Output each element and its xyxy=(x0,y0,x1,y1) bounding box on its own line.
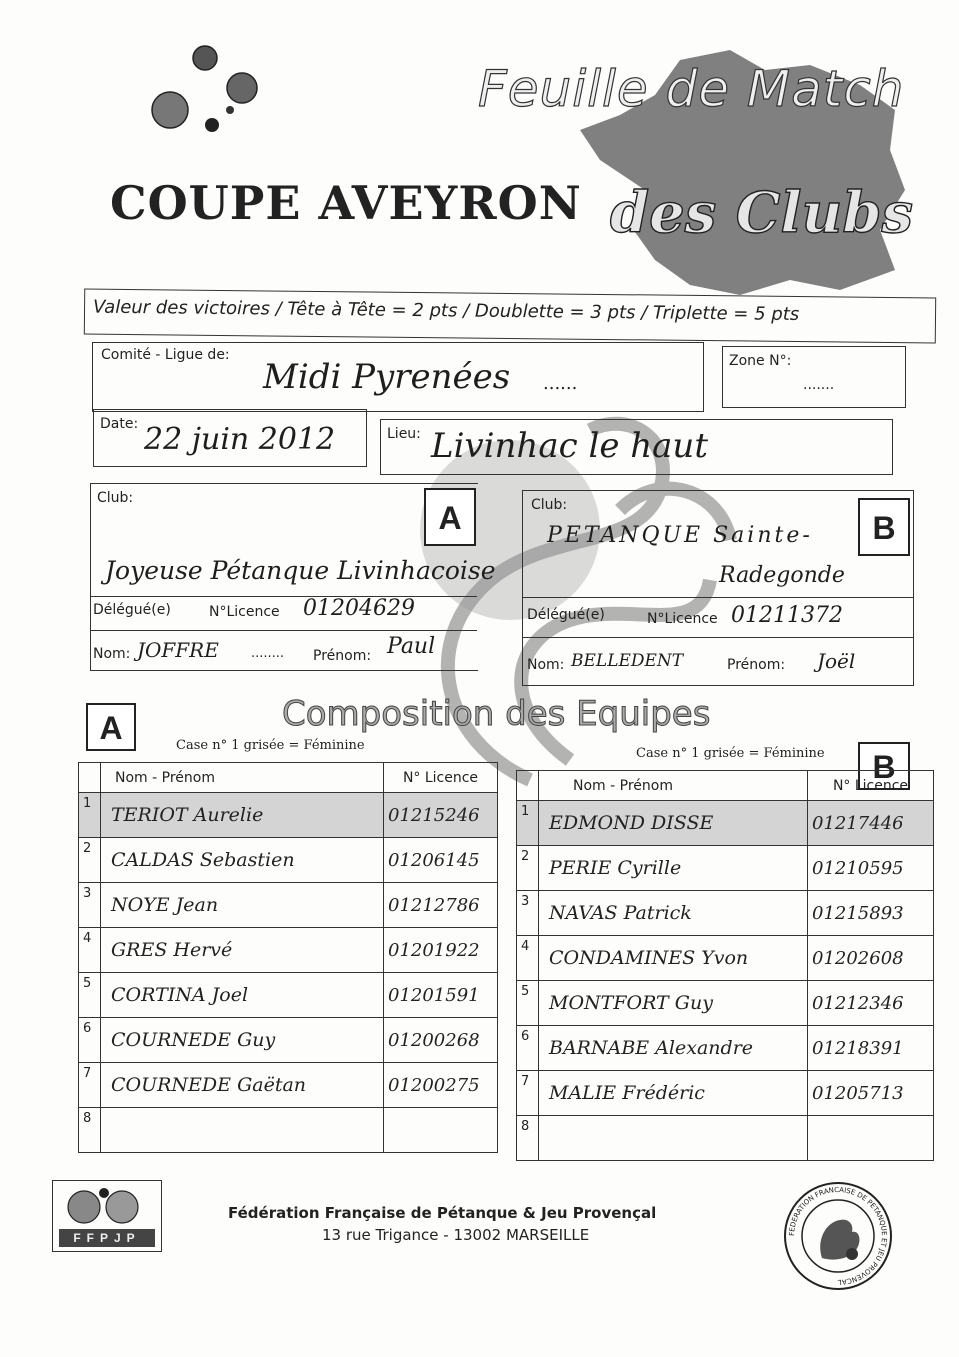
club-b-name-1[interactable]: PETANQUE Sainte- xyxy=(547,523,813,548)
player-licence[interactable]: 01200268 xyxy=(384,1018,498,1063)
ffpjp-logo-text: FFPJP xyxy=(59,1229,155,1247)
team-a-caption: Case n° 1 grisée = Féminine xyxy=(176,738,365,753)
table-row xyxy=(79,793,498,838)
comite-box xyxy=(92,342,704,412)
club-a-delegate-label: Délégué(e) xyxy=(93,602,171,618)
team-a-table xyxy=(78,762,498,1153)
table-row xyxy=(79,973,498,1018)
team-b-letter: B xyxy=(858,742,910,790)
player-number: 6 xyxy=(79,1018,101,1063)
player-licence[interactable]: 01205713 xyxy=(808,1071,934,1116)
player-name[interactable]: COURNEDE Guy xyxy=(101,1018,384,1063)
composition-title: Composition des Equipes xyxy=(282,694,711,734)
table-row xyxy=(517,891,934,936)
team-b-caption: Case n° 1 grisée = Féminine xyxy=(636,746,825,761)
player-number: 6 xyxy=(517,1026,539,1071)
lieu-label: Lieu: xyxy=(387,426,421,442)
club-b-nom-label: Nom: xyxy=(527,657,565,673)
zone-box xyxy=(722,346,906,408)
player-licence[interactable]: 01215246 xyxy=(384,793,498,838)
club-b-name-2[interactable]: Radegonde xyxy=(719,563,845,588)
club-b-nom-value[interactable]: BELLEDENT xyxy=(571,651,684,671)
club-a-prenom-label: Prénom: xyxy=(313,648,372,664)
player-number: 7 xyxy=(517,1071,539,1116)
team-a-letter: A xyxy=(86,703,136,751)
player-number: 7 xyxy=(79,1063,101,1108)
svg-text:FEDERATION FRANCAISE DE PETANQ: FEDERATION FRANCAISE DE PETANQUE ET JEU PROVENCAL xyxy=(787,1185,889,1287)
player-number: 4 xyxy=(79,928,101,973)
club-b-label: Club: xyxy=(531,497,568,513)
player-name[interactable]: EDMOND DISSE xyxy=(539,801,808,846)
table-row xyxy=(517,846,934,891)
player-name[interactable]: BARNABE Alexandre xyxy=(539,1026,808,1071)
seal-icon xyxy=(782,1180,894,1292)
table-row xyxy=(79,928,498,973)
player-name[interactable]: COURNEDE Gaëtan xyxy=(101,1063,384,1108)
player-licence[interactable]: 01217446 xyxy=(808,801,934,846)
player-number: 3 xyxy=(517,891,539,936)
petanque-balls-logo xyxy=(130,40,280,150)
table-row xyxy=(517,1026,934,1071)
team-a-header xyxy=(79,763,498,793)
club-b-licence-label: N°Licence xyxy=(647,611,718,627)
club-a-box xyxy=(90,483,496,671)
player-licence[interactable] xyxy=(808,1116,934,1161)
zone-dots[interactable]: ....... xyxy=(803,377,835,393)
comite-label: Comité - Ligue de: xyxy=(101,347,230,363)
player-name[interactable] xyxy=(101,1108,384,1153)
club-a-nom-dots: ........ xyxy=(251,646,285,661)
player-name[interactable]: TERIOT Aurelie xyxy=(101,793,384,838)
player-name[interactable]: NOYE Jean xyxy=(101,883,384,928)
player-number: 4 xyxy=(517,936,539,981)
date-value[interactable]: 22 juin 2012 xyxy=(144,422,336,457)
player-name[interactable]: NAVAS Patrick xyxy=(539,891,808,936)
team-b-header xyxy=(517,771,934,801)
club-a-prenom-value[interactable]: Paul xyxy=(387,634,436,659)
table-row xyxy=(517,1116,934,1161)
table-row xyxy=(517,936,934,981)
ffpjp-balls-icon xyxy=(54,1183,160,1227)
player-licence[interactable]: 01210595 xyxy=(808,846,934,891)
ffpjp-logo xyxy=(52,1180,162,1252)
player-number: 5 xyxy=(79,973,101,1018)
player-number: 1 xyxy=(517,801,539,846)
player-name[interactable] xyxy=(539,1116,808,1161)
page-title: Feuille de Match xyxy=(478,60,905,118)
player-licence[interactable]: 01212786 xyxy=(384,883,498,928)
table-row xyxy=(79,883,498,928)
player-licence[interactable]: 01212346 xyxy=(808,981,934,1026)
player-number: 2 xyxy=(517,846,539,891)
player-name[interactable]: MONTFORT Guy xyxy=(539,981,808,1026)
values-banner xyxy=(84,289,936,344)
lieu-box xyxy=(380,419,893,475)
comite-dots: ...... xyxy=(543,373,578,394)
player-licence[interactable]: 01200275 xyxy=(384,1063,498,1108)
table-row xyxy=(79,838,498,883)
comite-value[interactable]: Midi Pyrenées xyxy=(263,357,511,397)
club-b-divider-bottom xyxy=(523,637,913,638)
date-box xyxy=(93,409,367,467)
player-licence[interactable] xyxy=(384,1108,498,1153)
player-licence[interactable]: 01201591 xyxy=(384,973,498,1018)
table-row xyxy=(79,1108,498,1153)
player-number: 8 xyxy=(517,1116,539,1161)
player-name[interactable]: CALDAS Sebastien xyxy=(101,838,384,883)
player-number: 5 xyxy=(517,981,539,1026)
club-b-letter: B xyxy=(858,498,910,556)
footer-organisation: Fédération Française de Pétanque & Jeu Provençal xyxy=(228,1204,657,1222)
club-a-nom-label: Nom: xyxy=(93,646,131,662)
player-name[interactable]: PERIE Cyrille xyxy=(539,846,808,891)
lieu-value[interactable]: Livinhac le haut xyxy=(431,426,708,466)
player-licence[interactable]: 01202608 xyxy=(808,936,934,981)
club-a-divider-bottom xyxy=(91,630,477,631)
date-label: Date: xyxy=(100,416,139,432)
club-a-licence-value[interactable]: 01204629 xyxy=(303,596,415,621)
federation-seal xyxy=(782,1180,894,1292)
player-name[interactable]: CONDAMINES Yvon xyxy=(539,936,808,981)
player-name[interactable]: MALIE Frédéric xyxy=(539,1071,808,1116)
cup-title: COUPE AVEYRON xyxy=(110,176,582,230)
values-text: Valeur des victoires / Tête à Tête = 2 pts / Doublette = 3 pts / Triplette = 5 pts xyxy=(92,296,800,326)
club-a-nom-value[interactable]: JOFFRE xyxy=(137,638,219,662)
player-licence[interactable]: 01215893 xyxy=(808,891,934,936)
player-number: 3 xyxy=(79,883,101,928)
team-b-col-licence: N° Licence xyxy=(808,771,934,801)
club-a-name[interactable]: Joyeuse Pétanque Livinhacoise xyxy=(105,556,496,585)
player-licence[interactable]: 01206145 xyxy=(384,838,498,883)
club-b-box xyxy=(522,490,914,686)
player-licence[interactable]: 01218391 xyxy=(808,1026,934,1071)
team-b-col-name: Nom - Prénom xyxy=(539,771,808,801)
club-a-licence-label: N°Licence xyxy=(209,604,280,620)
player-name[interactable]: GRES Hervé xyxy=(101,928,384,973)
club-b-prenom-label: Prénom: xyxy=(727,657,786,673)
table-row xyxy=(79,1063,498,1108)
club-a-divider-top xyxy=(91,596,477,597)
club-b-licence-value[interactable]: 01211372 xyxy=(731,603,843,628)
team-b-table xyxy=(516,770,934,1161)
table-row xyxy=(517,981,934,1026)
player-name[interactable]: CORTINA Joel xyxy=(101,973,384,1018)
footer-address: 13 rue Trigance - 13002 MARSEILLE xyxy=(322,1226,590,1244)
club-b-delegate-label: Délégué(e) xyxy=(527,607,605,623)
player-licence[interactable]: 01201922 xyxy=(384,928,498,973)
club-a-letter: A xyxy=(424,488,476,546)
team-a-col-name: Nom - Prénom xyxy=(101,763,384,793)
zone-label: Zone N°: xyxy=(729,353,792,369)
team-a-col-licence: N° Licence xyxy=(384,763,498,793)
cup-subtitle: des Clubs xyxy=(610,180,914,246)
player-number: 2 xyxy=(79,838,101,883)
club-b-divider-top xyxy=(523,597,913,598)
club-b-prenom-value[interactable]: Joël xyxy=(817,649,856,673)
player-number: 8 xyxy=(79,1108,101,1153)
table-row xyxy=(517,1071,934,1116)
table-row xyxy=(517,801,934,846)
table-row xyxy=(79,1018,498,1063)
player-number: 1 xyxy=(79,793,101,838)
club-a-label: Club: xyxy=(97,490,134,506)
